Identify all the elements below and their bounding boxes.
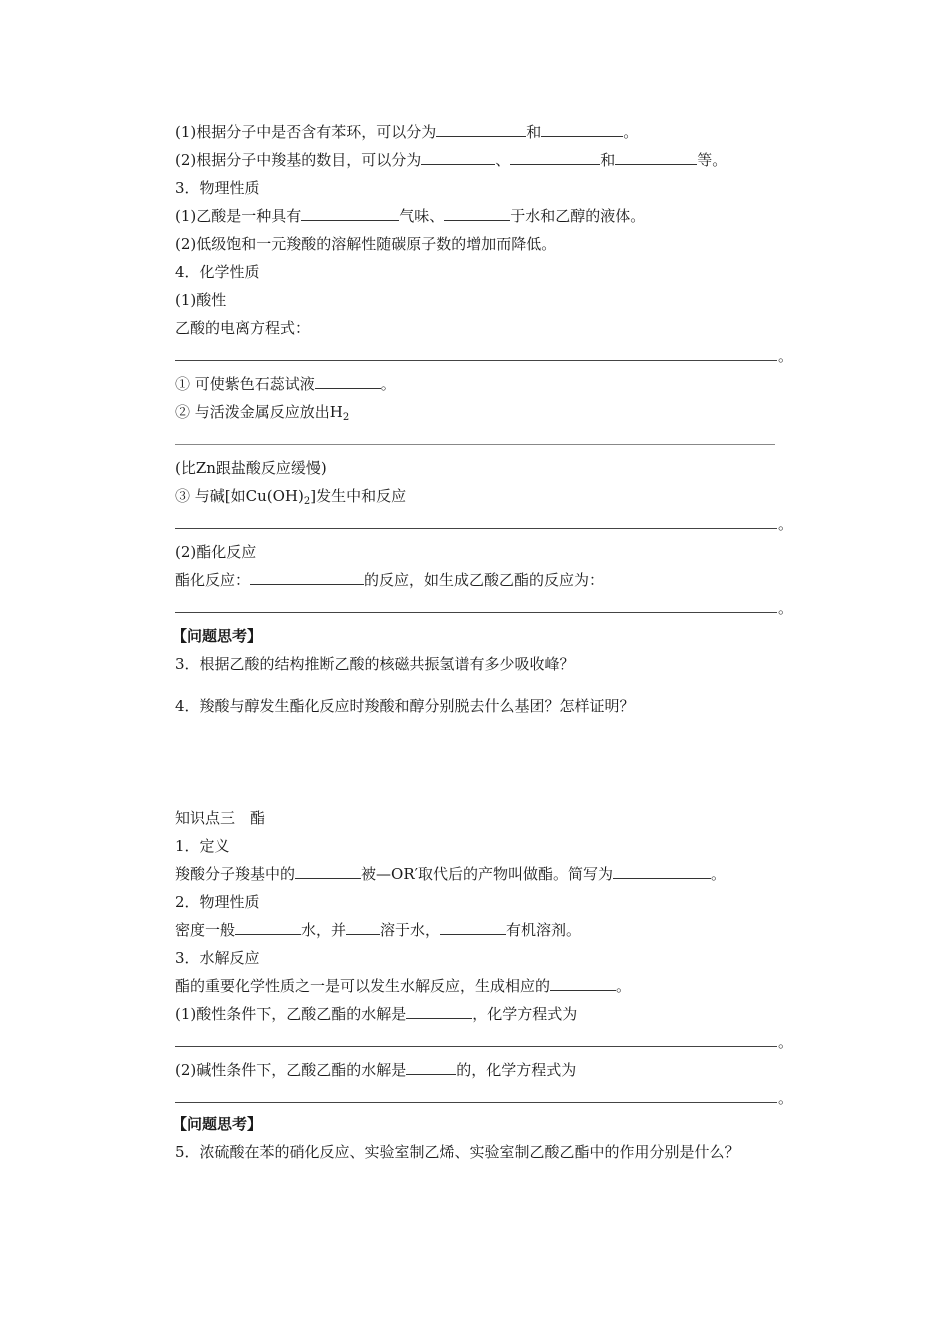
- period: 。: [778, 515, 794, 533]
- blank: [406, 1004, 472, 1019]
- answer-line: [175, 612, 777, 613]
- blank: [510, 150, 600, 165]
- heading-definition: 1．定义: [175, 837, 230, 855]
- blank: [406, 1060, 456, 1075]
- reaction-note: (比Zn跟盐酸反应缓慢): [175, 459, 327, 477]
- question-3: 3．根据乙酸的结构推断乙酸的核磁共振氢谱有多少吸收峰？: [175, 655, 575, 673]
- section-title-esters: 知识点三 酯: [175, 809, 266, 827]
- blank: [541, 122, 623, 137]
- esterification-definition: 酯化反应： 的反应，如生成乙酸乙酯的反应为：: [175, 571, 605, 589]
- question-think-heading: 【问题思考】: [172, 627, 263, 645]
- blank: [550, 976, 616, 991]
- blank: [295, 864, 361, 879]
- blank: [440, 920, 506, 935]
- blank: [444, 206, 510, 221]
- blank: [235, 920, 301, 935]
- blank: [301, 206, 399, 221]
- blank: [346, 920, 380, 935]
- answer-line: [175, 360, 777, 361]
- classification-by-carboxyl: (2)根据分子中羧基的数目，可以分为 、 和 等。: [175, 151, 728, 169]
- ionization-equation-label: 乙酸的电离方程式：: [175, 319, 311, 337]
- answer-line: [175, 528, 777, 529]
- blank: [315, 374, 381, 389]
- period: 。: [778, 1033, 794, 1051]
- period: 。: [778, 347, 794, 365]
- blank: [436, 122, 526, 137]
- ester-physical-properties: 密度一般 水，并 溶于水， 有机溶剂。: [175, 921, 582, 939]
- acetic-acid-description: (1)乙酸是一种具有 气味、 于水和乙醇的液体。: [175, 207, 646, 225]
- period: 。: [778, 599, 794, 617]
- base-hydrolysis: (2)碱性条件下，乙酸乙酯的水解是 的，化学方程式为: [175, 1061, 577, 1079]
- ester-definition: 羧酸分子羧基中的 被—OR′取代后的产物叫做酯。简写为 。: [175, 865, 727, 883]
- question-4: 4．羧酸与醇发生酯化反应时羧酸和醇分别脱去什么基团？怎样证明？: [175, 697, 635, 715]
- question-5: 5．浓硫酸在苯的硝化反应、实验室制乙烯、实验室制乙酸乙酯中的作用分别是什么？: [175, 1143, 740, 1161]
- blank: [250, 570, 364, 585]
- heading-physical-properties: 3．物理性质: [175, 179, 260, 197]
- question-think-heading-2: 【问题思考】: [172, 1115, 263, 1133]
- acid-hydrolysis: (1)酸性条件下，乙酸乙酯的水解是 ，化学方程式为: [175, 1005, 578, 1023]
- classification-by-benzene: (1)根据分子中是否含有苯环，可以分为 和 。: [175, 123, 639, 141]
- heading-hydrolysis: 3．水解反应: [175, 949, 260, 967]
- metal-reaction-item: ② 与活泼金属反应放出$H_2$: [175, 403, 350, 423]
- hydrolysis-description: 酯的重要化学性质之一是可以发生水解反应，生成相应的 。: [175, 977, 632, 995]
- blank: [421, 150, 495, 165]
- neutralization-item: ③ 与碱[如$Cu(OH)_2$]发生中和反应: [175, 487, 407, 507]
- blank: [613, 864, 711, 879]
- answer-line: [175, 1046, 777, 1047]
- heading-physical-properties-2: 2．物理性质: [175, 893, 260, 911]
- solubility-note: (2)低级饱和一元羧酸的溶解性随碳原子数的增加而降低。: [175, 235, 557, 253]
- litmus-item: ① 可使紫色石蕊试液 。: [175, 375, 396, 393]
- answer-line: [175, 1102, 777, 1103]
- esterification-heading: (2)酯化反应: [175, 543, 257, 561]
- period: 。: [778, 1089, 794, 1107]
- answer-line: [175, 444, 775, 445]
- heading-chemical-properties: 4．化学性质: [175, 263, 260, 281]
- blank: [615, 150, 697, 165]
- acidity-heading: (1)酸性: [175, 291, 227, 309]
